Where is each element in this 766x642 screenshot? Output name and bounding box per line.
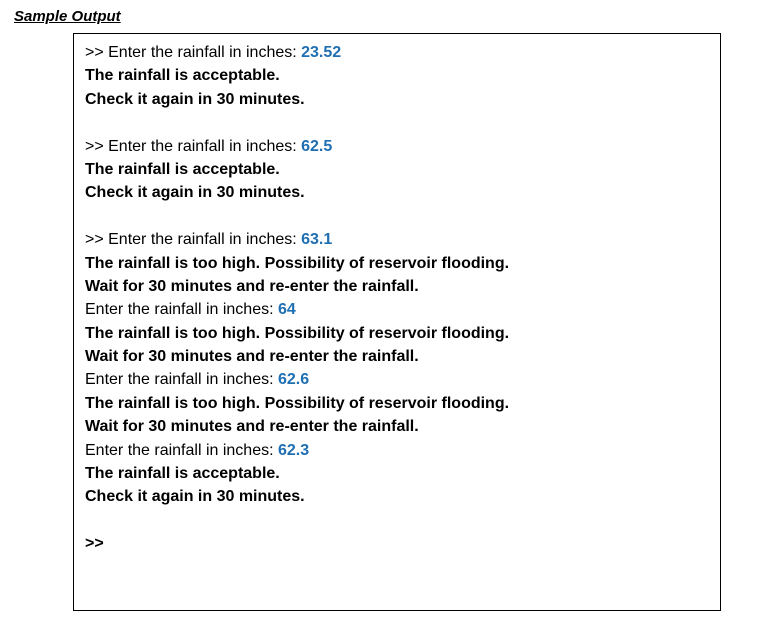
prompt-text: Enter the rainfall in inches:: [85, 441, 278, 459]
prompt-text: Enter the rainfall in inches:: [85, 301, 278, 319]
output-line: The rainfall is acceptable.: [85, 160, 280, 178]
prompt-text: Enter the rainfall in inches:: [85, 371, 278, 389]
output-line: The rainfall is acceptable.: [85, 67, 280, 85]
output-line: Wait for 30 minutes and re-enter the rainfall.: [85, 277, 419, 295]
output-line: The rainfall is too high. Possibility of reservoir flooding.: [85, 394, 510, 412]
input-value: 62.3: [278, 441, 310, 459]
prompt-text: >> Enter the rainfall in inches:: [85, 231, 302, 249]
output-line: Check it again in 30 minutes.: [85, 184, 305, 202]
output-line: The rainfall is acceptable.: [85, 465, 280, 483]
output-line: Wait for 30 minutes and re-enter the rainfall.: [85, 418, 419, 436]
prompt-line: [85, 228, 712, 251]
page-heading: Sample Output: [14, 8, 121, 25]
input-value: 62.5: [301, 137, 333, 155]
sample-output-box: [73, 33, 721, 611]
blank-line: [85, 509, 712, 532]
output-line: >>: [85, 535, 104, 553]
prompt-line: [85, 298, 712, 321]
output-line: Check it again in 30 minutes.: [85, 488, 305, 506]
output-line: Wait for 30 minutes and re-enter the rainfall.: [85, 348, 419, 366]
blank-line: [85, 111, 712, 134]
output-line: Check it again in 30 minutes.: [85, 90, 305, 108]
output-line: The rainfall is too high. Possibility of reservoir flooding.: [85, 254, 510, 272]
input-value: 64: [278, 301, 296, 319]
prompt-line: [85, 41, 712, 64]
input-value: 63.1: [301, 231, 333, 249]
prompt-line: [85, 135, 712, 158]
prompt-text: >> Enter the rainfall in inches:: [85, 44, 302, 61]
input-value: 23.52: [301, 44, 342, 61]
output-line: The rainfall is too high. Possibility of reservoir flooding.: [85, 324, 510, 342]
prompt-line: [85, 368, 712, 391]
prompt-text: >> Enter the rainfall in inches:: [85, 137, 302, 155]
transcript-lines: [85, 41, 712, 556]
blank-line: [85, 205, 712, 228]
input-value: 62.6: [278, 371, 310, 389]
prompt-line: [85, 439, 712, 462]
